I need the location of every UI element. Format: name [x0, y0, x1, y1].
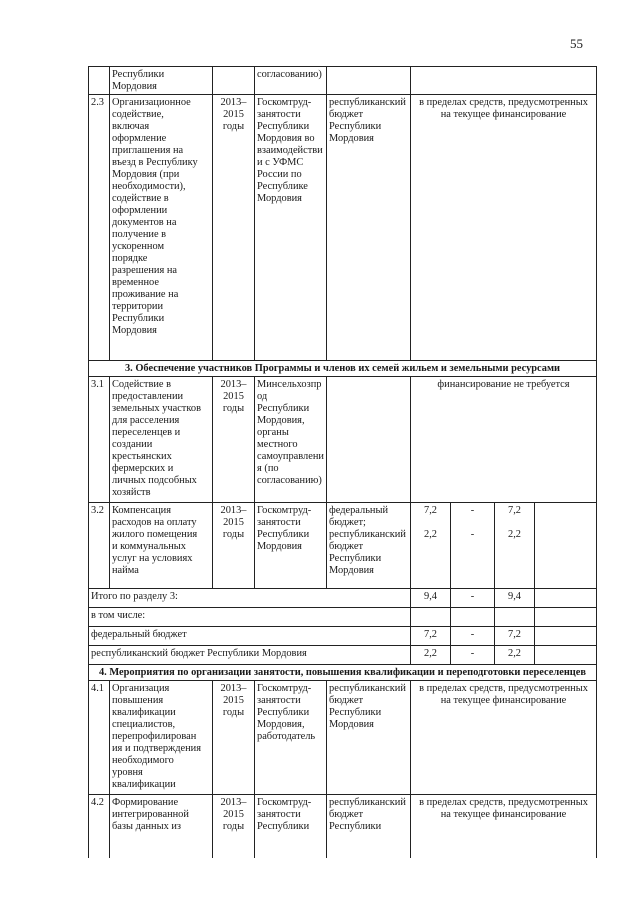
republican-budget-label: республиканский бюджет Республики Мордовия [89, 646, 411, 665]
financing-cell: в пределах средств, предусмотренных на текущее финансирование [411, 681, 597, 795]
value-cell: 7,2 2,2 [411, 503, 451, 589]
section-4-title: 4. Мероприятия по организации занятости, повышения квалификации и переподготовки переселенцев [89, 665, 597, 681]
row-number: 3.1 [89, 377, 110, 503]
action-cell: Формирование интегрированной базы данных из [110, 795, 213, 859]
source-cell: федеральный бюджет; республиканский бюджет Республики Мордовия [327, 503, 411, 589]
value-cell: 7,2 [495, 627, 535, 646]
row-number: 3.2 [89, 503, 110, 589]
executor-cell: Минсельхозпр од Республики Мордовия, органы местного самоуправлени я (по согласованию) [255, 377, 327, 503]
value-cell: 7,2 2,2 [495, 503, 535, 589]
years-cell: 2013– 2015 годы [213, 377, 255, 503]
executor-cell: Госкомтруд- занятости Республики Мордовия [255, 503, 327, 589]
value-cell: 9,4 [411, 589, 451, 608]
executor-cell: Госкомтруд- занятости Республики Мордовия во взаимодействи и с УФМС России по Республике Мордовия [255, 95, 327, 361]
row-number: 4.2 [89, 795, 110, 859]
action-cell: Республики Мордовия [110, 67, 213, 95]
federal-budget-label: федеральный бюджет [89, 627, 411, 646]
action-cell: Организация повышения квалификации специалистов, перепрофилирован ия и подтверждения необходимого уровня квалификации [110, 681, 213, 795]
value-cell: 9,4 [495, 589, 535, 608]
value-cell: 7,2 [411, 627, 451, 646]
action-cell: Организационное содействие, включая оформление приглашения на въезд в Республику Мордовия (при необходимости), содействие в оформлении документов на получение в ускоренном порядке разрешения на временное проживание на территории Республики Мордовия [110, 95, 213, 361]
action-cell: Компенсация расходов на оплату жилого помещения и коммунальных услуг на условиях найма [110, 503, 213, 589]
executor-cell: Госкомтруд- занятости Республики Мордовия, работодатель [255, 681, 327, 795]
financing-cell: в пределах средств, предусмотренных на текущее финансирование [411, 95, 597, 361]
total-row [89, 646, 597, 665]
table-row [89, 377, 597, 503]
total-label: Итого по разделу 3: [89, 589, 411, 608]
program-measures-table [88, 66, 597, 858]
value-cell: - [451, 627, 495, 646]
section-header-row [89, 665, 597, 681]
value-cell: 2,2 [495, 646, 535, 665]
source-cell: республиканский бюджет Республики [327, 795, 411, 859]
total-row [89, 627, 597, 646]
row-number: 2.3 [89, 95, 110, 361]
years-cell: 2013– 2015 годы [213, 503, 255, 589]
action-cell: Содействие в предоставлении земельных участков для расселения переселенцев и создании крестьянских фермерских и личных подсобных хозяйств [110, 377, 213, 503]
source-cell: республиканский бюджет Республики Мордовия [327, 681, 411, 795]
years-cell: 2013– 2015 годы [213, 681, 255, 795]
table-row [89, 503, 597, 589]
years-cell: 2013– 2015 годы [213, 795, 255, 859]
value-cell: - - [451, 503, 495, 589]
executor-cell: Госкомтруд- занятости Республики [255, 795, 327, 859]
total-row [89, 589, 597, 608]
value-cell: 2,2 [411, 646, 451, 665]
financing-cell: финансирование не требуется [411, 377, 597, 503]
total-row [89, 608, 597, 627]
including-label: в том числе: [89, 608, 411, 627]
table-row [89, 95, 597, 361]
page-number: 55 [570, 36, 583, 51]
table-row [89, 67, 597, 95]
source-cell: республиканский бюджет Республики Мордовия [327, 95, 411, 361]
value-cell: - [451, 589, 495, 608]
table-row [89, 681, 597, 795]
value-cell: - [451, 646, 495, 665]
financing-cell: в пределах средств, предусмотренных на текущее финансирование [411, 795, 597, 859]
executor-cell: согласованию) [255, 67, 327, 95]
years-cell: 2013– 2015 годы [213, 95, 255, 361]
row-number: 4.1 [89, 681, 110, 795]
table-row [89, 795, 597, 859]
section-3-title: 3. Обеспечение участников Программы и членов их семей жильем и земельными ресурсами [89, 361, 597, 377]
section-header-row [89, 361, 597, 377]
